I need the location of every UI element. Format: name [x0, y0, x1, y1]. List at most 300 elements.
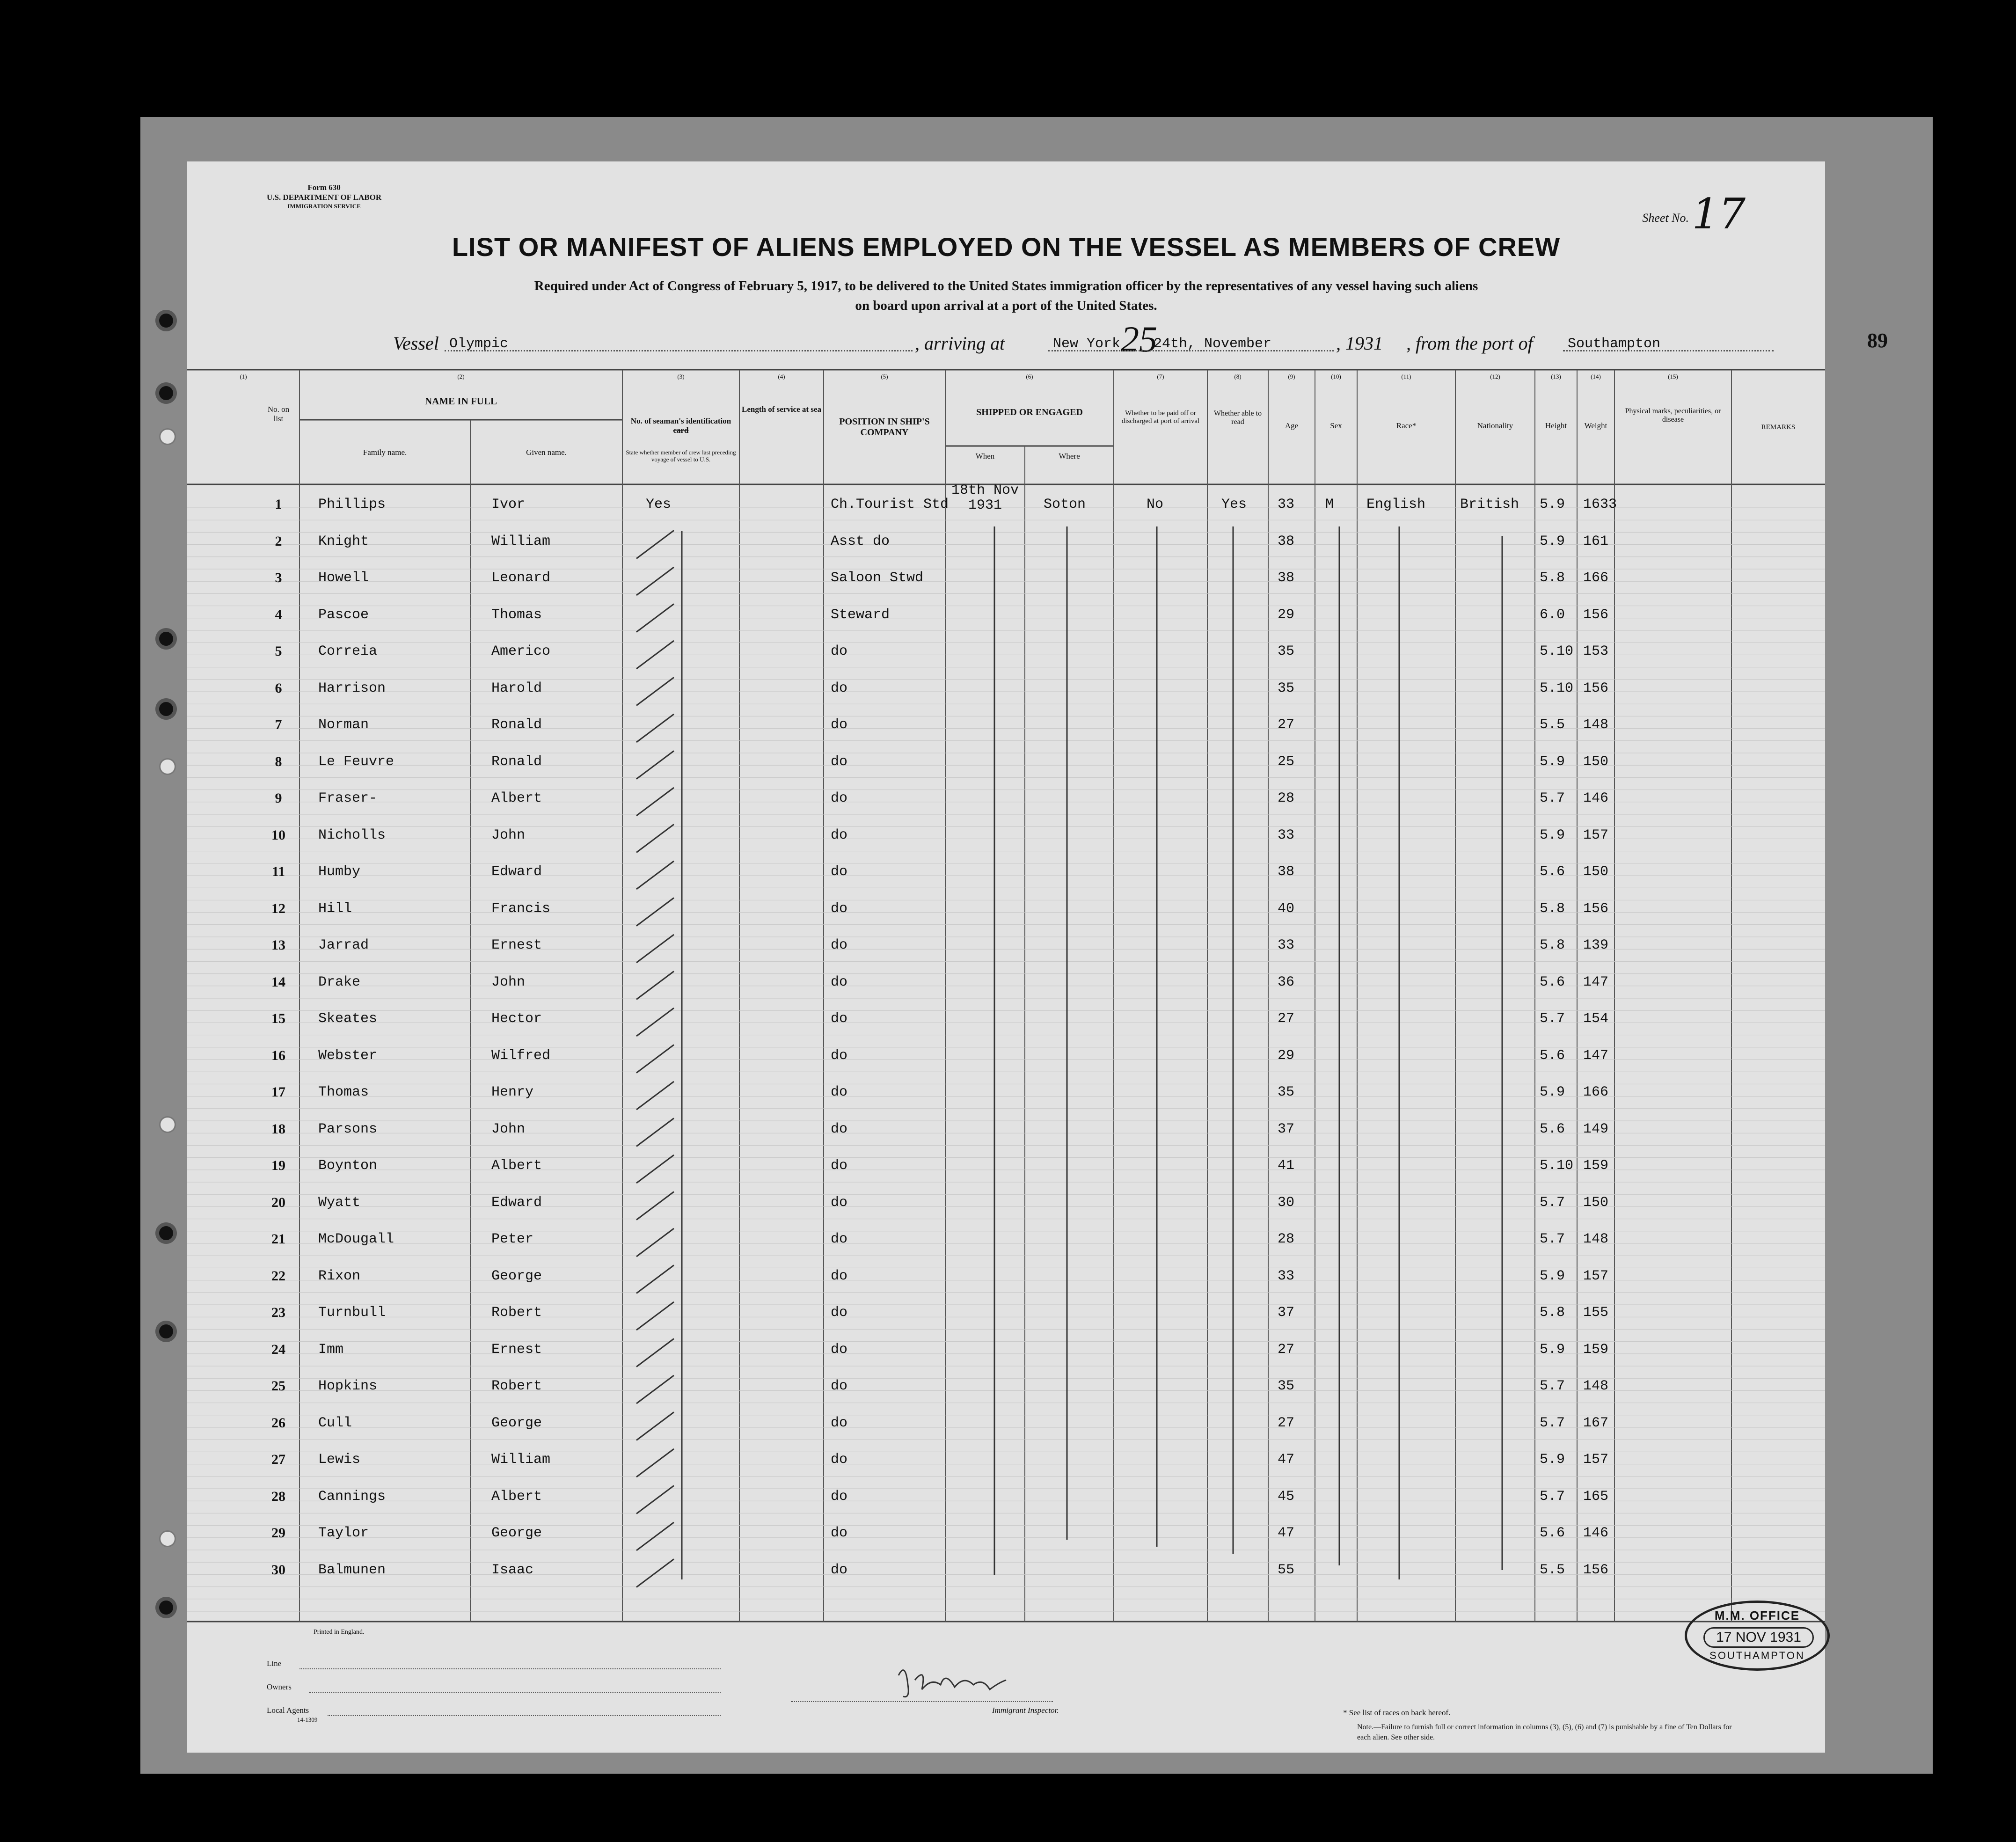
given-name: Leonard — [491, 570, 551, 586]
col-num: (9) — [1288, 373, 1295, 380]
col-num: (14) — [1591, 373, 1601, 380]
family-name: McDougall — [318, 1231, 394, 1247]
table-row — [187, 1040, 1825, 1077]
height: 5.9 — [1540, 827, 1565, 843]
local-agents-label: Local Agents — [267, 1706, 309, 1715]
height: 5.9 — [1540, 1452, 1565, 1468]
height: 5.7 — [1540, 1488, 1565, 1505]
given-name: Ernest — [491, 1341, 542, 1358]
family-name: Cull — [318, 1415, 352, 1431]
header-where: Where — [1059, 452, 1080, 460]
row-number: 28 — [271, 1488, 285, 1504]
col-num: (10) — [1331, 373, 1341, 380]
given-name: Harold — [491, 680, 542, 696]
binder-hole — [159, 632, 173, 646]
age: 28 — [1278, 790, 1295, 806]
family-name: Boynton — [318, 1158, 378, 1174]
penalty-note: Note.—Failure to furnish full or correct information in columns (3), (5), (6) and (7) is punishable by a fine of Ten Dollars for each alien. See other side. — [1357, 1723, 1732, 1742]
binder-hole — [159, 386, 173, 400]
position: Steward — [831, 607, 890, 623]
age: 47 — [1278, 1452, 1295, 1468]
paid-off: No — [1147, 497, 1164, 512]
weight: 166 — [1583, 1084, 1609, 1100]
family-name: Drake — [318, 974, 361, 990]
age: 35 — [1278, 1084, 1295, 1100]
row-number: 19 — [271, 1158, 285, 1173]
able-to-read: Yes — [1221, 497, 1247, 512]
row-number: 16 — [271, 1047, 285, 1063]
age: 27 — [1278, 1341, 1295, 1358]
given-name: Hector — [491, 1011, 542, 1027]
table-row — [187, 1408, 1825, 1444]
age: 45 — [1278, 1488, 1295, 1505]
weight: 157 — [1583, 1452, 1609, 1468]
row-number: 10 — [271, 827, 285, 843]
given-name: George — [491, 1268, 542, 1284]
header-physical-marks: Physical marks, peculiarities, or disease — [1625, 407, 1721, 424]
weight: 146 — [1583, 790, 1609, 806]
row-number: 6 — [275, 680, 282, 696]
weight: 139 — [1583, 937, 1609, 953]
height: 5.6 — [1540, 1047, 1565, 1064]
weight: 149 — [1583, 1121, 1609, 1137]
position: do — [831, 1488, 848, 1505]
age: 38 — [1278, 864, 1295, 880]
family-name: Howell — [318, 570, 369, 586]
stamp-port: SOUTHAMPTON — [1709, 1650, 1805, 1661]
header-paid-off: Whether to be paid off or discharged at port of arrival — [1121, 409, 1200, 425]
row-number: 13 — [271, 937, 285, 953]
position: do — [831, 1341, 848, 1358]
row-number: 18 — [271, 1121, 285, 1137]
binder-hole — [159, 758, 176, 775]
printed-in: Printed in England. — [314, 1629, 365, 1636]
height: 6.0 — [1540, 607, 1565, 623]
weight: 147 — [1583, 1047, 1609, 1064]
family-name: Taylor — [318, 1525, 369, 1541]
height: 5.9 — [1540, 1268, 1565, 1284]
position: Saloon Stwd — [831, 570, 924, 586]
weight: 159 — [1583, 1158, 1609, 1174]
family-name: Jarrad — [318, 937, 369, 953]
family-name: Cannings — [318, 1488, 386, 1505]
row-number: 3 — [275, 570, 282, 585]
weight: 148 — [1583, 1378, 1609, 1394]
height: 5.10 — [1540, 680, 1574, 696]
position: Ch.Tourist Std — [831, 497, 949, 512]
age: 47 — [1278, 1525, 1295, 1541]
table-row — [187, 482, 1825, 526]
header-height: Height — [1545, 421, 1567, 430]
col-num: (12) — [1490, 373, 1500, 380]
table-row — [187, 930, 1825, 966]
weight: 166 — [1583, 570, 1609, 586]
age: 33 — [1278, 1268, 1295, 1284]
height: 5.9 — [1540, 497, 1565, 512]
family-name: Lewis — [318, 1452, 361, 1468]
table-row — [187, 1261, 1825, 1297]
family-name: Hopkins — [318, 1378, 378, 1394]
col-num: (8) — [1234, 373, 1242, 380]
height: 5.7 — [1540, 1378, 1565, 1394]
given-name: Albert — [491, 1488, 542, 1505]
position: do — [831, 1121, 848, 1137]
age: 29 — [1278, 1047, 1295, 1064]
age: 27 — [1278, 1415, 1295, 1431]
line-label: Line — [267, 1659, 282, 1668]
given-name: Henry — [491, 1084, 534, 1100]
nationality: British — [1460, 497, 1519, 512]
family-name: Webster — [318, 1047, 378, 1064]
family-name: Turnbull — [318, 1305, 386, 1321]
position: do — [831, 1158, 848, 1174]
height: 5.5 — [1540, 717, 1565, 733]
position: do — [831, 1231, 848, 1247]
position: do — [831, 937, 848, 953]
position: do — [831, 1047, 848, 1064]
family-name: Nicholls — [318, 827, 386, 843]
height: 5.6 — [1540, 974, 1565, 990]
weight: 157 — [1583, 827, 1609, 843]
weight: 156 — [1583, 680, 1609, 696]
table-row — [187, 893, 1825, 930]
col-num: (13) — [1551, 373, 1561, 380]
family-name: Wyatt — [318, 1194, 361, 1211]
table-row — [187, 526, 1825, 563]
weight: 146 — [1583, 1525, 1609, 1541]
given-name: Edward — [491, 864, 542, 880]
stamp-date: 17 NOV 1931 — [1703, 1627, 1814, 1648]
binder-hole — [159, 1226, 173, 1240]
row-number: 9 — [275, 790, 282, 806]
age: 38 — [1278, 570, 1295, 586]
age: 33 — [1278, 497, 1295, 512]
shipped-where: Soton — [1044, 497, 1086, 512]
position: Asst do — [831, 533, 890, 549]
col-num: (15) — [1668, 373, 1678, 380]
position: do — [831, 1525, 848, 1541]
age: 28 — [1278, 1231, 1295, 1247]
position: do — [831, 643, 848, 659]
position: do — [831, 974, 848, 990]
family-name: Phillips — [318, 497, 386, 512]
given-name: Peter — [491, 1231, 534, 1247]
row-number: 1 — [275, 497, 282, 512]
binder-hole — [159, 1116, 176, 1133]
position: do — [831, 900, 848, 917]
table-row — [187, 1077, 1825, 1113]
row-number: 14 — [271, 974, 285, 990]
col-num: (7) — [1157, 373, 1164, 380]
table-row — [187, 1444, 1825, 1481]
given-name: Francis — [491, 900, 551, 917]
weight: 148 — [1583, 717, 1609, 733]
height: 5.7 — [1540, 1415, 1565, 1431]
height: 5.6 — [1540, 1525, 1565, 1541]
given-name: Robert — [491, 1305, 542, 1321]
subtitle-line-2: on board upon arrival at a port of the United States. — [855, 298, 1157, 314]
height: 5.7 — [1540, 1011, 1565, 1027]
position: do — [831, 1011, 848, 1027]
height: 5.10 — [1540, 1158, 1574, 1174]
weight: 154 — [1583, 1011, 1609, 1027]
given-name: Americo — [491, 643, 551, 659]
age: 33 — [1278, 827, 1295, 843]
table-row — [187, 1371, 1825, 1407]
row-number: 17 — [271, 1084, 285, 1100]
row-number: 25 — [271, 1378, 285, 1394]
given-name: Edward — [491, 1194, 542, 1211]
header-given-name: Given name. — [526, 448, 567, 457]
given-name: John — [491, 1121, 526, 1137]
position: do — [831, 790, 848, 806]
age: 29 — [1278, 607, 1295, 623]
height: 5.8 — [1540, 937, 1565, 953]
weight: 161 — [1583, 533, 1609, 549]
height: 5.9 — [1540, 753, 1565, 770]
table-row — [187, 1114, 1825, 1150]
header-weight: Weight — [1584, 421, 1607, 430]
family-name: Knight — [318, 533, 369, 549]
weight: 148 — [1583, 1231, 1609, 1247]
weight: 156 — [1583, 900, 1609, 917]
given-name: William — [491, 533, 551, 549]
header-able-to-read: Whether able to read — [1213, 409, 1262, 426]
sex: M — [1325, 497, 1334, 512]
page-number: 89 — [1867, 329, 1888, 352]
binder-hole — [159, 1530, 176, 1547]
header-name-in-full: NAME IN FULL — [424, 395, 497, 407]
col-num: (3) — [677, 373, 685, 380]
table-row — [187, 563, 1825, 599]
table-row — [187, 1481, 1825, 1518]
weight: 155 — [1583, 1305, 1609, 1321]
form-code: 14-1309 — [297, 1716, 318, 1723]
height: 5.5 — [1540, 1562, 1565, 1578]
given-name: John — [491, 974, 526, 990]
binder-hole — [159, 702, 173, 716]
row-number: 30 — [271, 1562, 285, 1578]
given-name: George — [491, 1525, 542, 1541]
service-name: IMMIGRATION SERVICE — [287, 202, 361, 210]
from-port-label: , from the port of — [1406, 333, 1533, 354]
family-name: Humby — [318, 864, 361, 880]
header-seaman-card: No. of seaman's identification card — [630, 417, 731, 435]
form-number: Form 630 — [307, 183, 341, 192]
age: 35 — [1278, 680, 1295, 696]
arrival-year: , 1931 — [1336, 333, 1383, 354]
position: do — [831, 1415, 848, 1431]
arrival-port: New York — [1053, 336, 1121, 352]
family-name: Hill — [318, 900, 352, 917]
height: 5.9 — [1540, 1084, 1565, 1100]
family-name: Fraser- — [318, 790, 378, 806]
height: 5.8 — [1540, 900, 1565, 917]
age: 40 — [1278, 900, 1295, 917]
sheet-number-value: 17 — [1692, 190, 1746, 239]
given-name: John — [491, 827, 526, 843]
age: 25 — [1278, 753, 1295, 770]
shipped-when: 18th Nov 1931 — [951, 482, 1019, 513]
table-row — [187, 1297, 1825, 1334]
binder-hole — [159, 314, 173, 328]
age: 38 — [1278, 533, 1295, 549]
weight: 165 — [1583, 1488, 1609, 1505]
weight: 150 — [1583, 864, 1609, 880]
table-row — [187, 820, 1825, 856]
office-stamp — [1685, 1601, 1830, 1671]
position: do — [831, 717, 848, 733]
family-name: Skeates — [318, 1011, 378, 1027]
table-row — [187, 709, 1825, 746]
height: 5.10 — [1540, 643, 1574, 659]
races-note: * See list of races on back hereof. — [1343, 1708, 1451, 1717]
height: 5.8 — [1540, 570, 1565, 586]
row-number: 7 — [275, 717, 282, 732]
age: 37 — [1278, 1305, 1295, 1321]
row-number: 20 — [271, 1194, 285, 1210]
age: 36 — [1278, 974, 1295, 990]
manifest-sheet — [187, 161, 1888, 1753]
binder-hole — [159, 428, 176, 445]
table-row — [187, 636, 1825, 672]
arrival-date-handwritten: 25 — [1121, 319, 1157, 359]
given-name: Ivor — [491, 497, 526, 512]
row-number: 29 — [271, 1525, 285, 1541]
col-num: (2) — [457, 373, 465, 380]
col-num: (1) — [240, 373, 247, 380]
inspector-signature — [889, 1657, 1030, 1708]
previous-voyage: Yes — [646, 497, 672, 512]
table-row — [187, 1518, 1825, 1554]
age: 33 — [1278, 937, 1295, 953]
header-remarks: REMARKS — [1761, 424, 1796, 431]
table-row — [187, 746, 1825, 783]
col-num: (6) — [1026, 373, 1033, 380]
position: do — [831, 1194, 848, 1211]
weight: 167 — [1583, 1415, 1609, 1431]
given-name: Ronald — [491, 753, 542, 770]
height: 5.7 — [1540, 790, 1565, 806]
height: 5.6 — [1540, 1121, 1565, 1137]
table-row — [187, 1003, 1825, 1040]
age: 35 — [1278, 643, 1295, 659]
table-row — [187, 1150, 1825, 1187]
col-num: (4) — [778, 373, 785, 380]
position: do — [831, 827, 848, 843]
family-name: Norman — [318, 717, 369, 733]
table-row — [187, 1334, 1825, 1371]
row-number: 27 — [271, 1452, 285, 1467]
row-number: 11 — [271, 864, 285, 879]
position: do — [831, 1268, 848, 1284]
row-number: 4 — [275, 607, 282, 622]
table-row — [187, 1224, 1825, 1260]
table-row — [187, 1555, 1825, 1591]
table-row — [187, 673, 1825, 709]
row-number: 15 — [271, 1011, 285, 1026]
height: 5.9 — [1540, 533, 1565, 549]
height: 5.8 — [1540, 1305, 1565, 1321]
height: 5.9 — [1540, 1341, 1565, 1358]
position: do — [831, 680, 848, 696]
given-name: Wilfred — [491, 1047, 551, 1064]
row-number: 22 — [271, 1268, 285, 1284]
height: 5.7 — [1540, 1231, 1565, 1247]
family-name: Harrison — [318, 680, 386, 696]
binder-hole — [159, 1324, 173, 1338]
family-name: Thomas — [318, 1084, 369, 1100]
given-name: Ernest — [491, 937, 542, 953]
age: 27 — [1278, 1011, 1295, 1027]
weight: 153 — [1583, 643, 1609, 659]
age: 30 — [1278, 1194, 1295, 1211]
weight: 156 — [1583, 607, 1609, 623]
from-port: Southampton — [1568, 336, 1661, 352]
given-name: George — [491, 1415, 542, 1431]
family-name: Imm — [318, 1341, 344, 1358]
given-name: Albert — [491, 790, 542, 806]
position: do — [831, 1378, 848, 1394]
weight: 1633 — [1583, 497, 1617, 512]
header-position: POSITION IN SHIP'S COMPANY — [839, 417, 930, 438]
header-race: Race* — [1396, 421, 1417, 430]
document-title: LIST OR MANIFEST OF ALIENS EMPLOYED ON THE VESSEL AS MEMBERS OF CREW — [452, 232, 1561, 262]
age: 27 — [1278, 717, 1295, 733]
family-name: Parsons — [318, 1121, 378, 1137]
weight: 150 — [1583, 753, 1609, 770]
family-name: Correia — [318, 643, 378, 659]
header-when: When — [975, 452, 995, 460]
header-length-of-service: Length of service at sea — [742, 405, 821, 414]
position: do — [831, 1562, 848, 1578]
height: 5.6 — [1540, 864, 1565, 880]
arrival-date: 24th, November — [1154, 336, 1272, 352]
table-row — [187, 856, 1825, 893]
position: do — [831, 1084, 848, 1100]
vessel-label: Vessel — [393, 333, 439, 354]
position: do — [831, 753, 848, 770]
table-row — [187, 599, 1825, 636]
col-num: (5) — [881, 373, 888, 380]
header-sex: Sex — [1330, 421, 1342, 430]
header-family-name: Family name. — [363, 448, 407, 457]
row-number: 21 — [271, 1231, 285, 1247]
department-name: U.S. DEPARTMENT OF LABOR — [267, 193, 382, 202]
header-age: Age — [1285, 421, 1299, 430]
given-name: Ronald — [491, 717, 542, 733]
row-number: 12 — [271, 900, 285, 916]
position: do — [831, 1305, 848, 1321]
owners-label: Owners — [267, 1682, 292, 1691]
given-name: William — [491, 1452, 551, 1468]
family-name: Le Feuvre — [318, 753, 394, 770]
race: English — [1366, 497, 1426, 512]
age: 41 — [1278, 1158, 1295, 1174]
col-num: (11) — [1401, 373, 1411, 380]
family-name: Pascoe — [318, 607, 369, 623]
row-number: 24 — [271, 1341, 285, 1357]
weight: 159 — [1583, 1341, 1609, 1358]
given-name: Thomas — [491, 607, 542, 623]
weight: 156 — [1583, 1562, 1609, 1578]
header-nationality: Nationality — [1477, 421, 1513, 430]
given-name: Isaac — [491, 1562, 534, 1578]
stamp-office: M.M. OFFICE — [1714, 1608, 1800, 1623]
sheet-number-label: Sheet No. — [1642, 211, 1689, 225]
vessel-name: Olympic — [449, 336, 509, 352]
binder-hole — [159, 1601, 173, 1615]
